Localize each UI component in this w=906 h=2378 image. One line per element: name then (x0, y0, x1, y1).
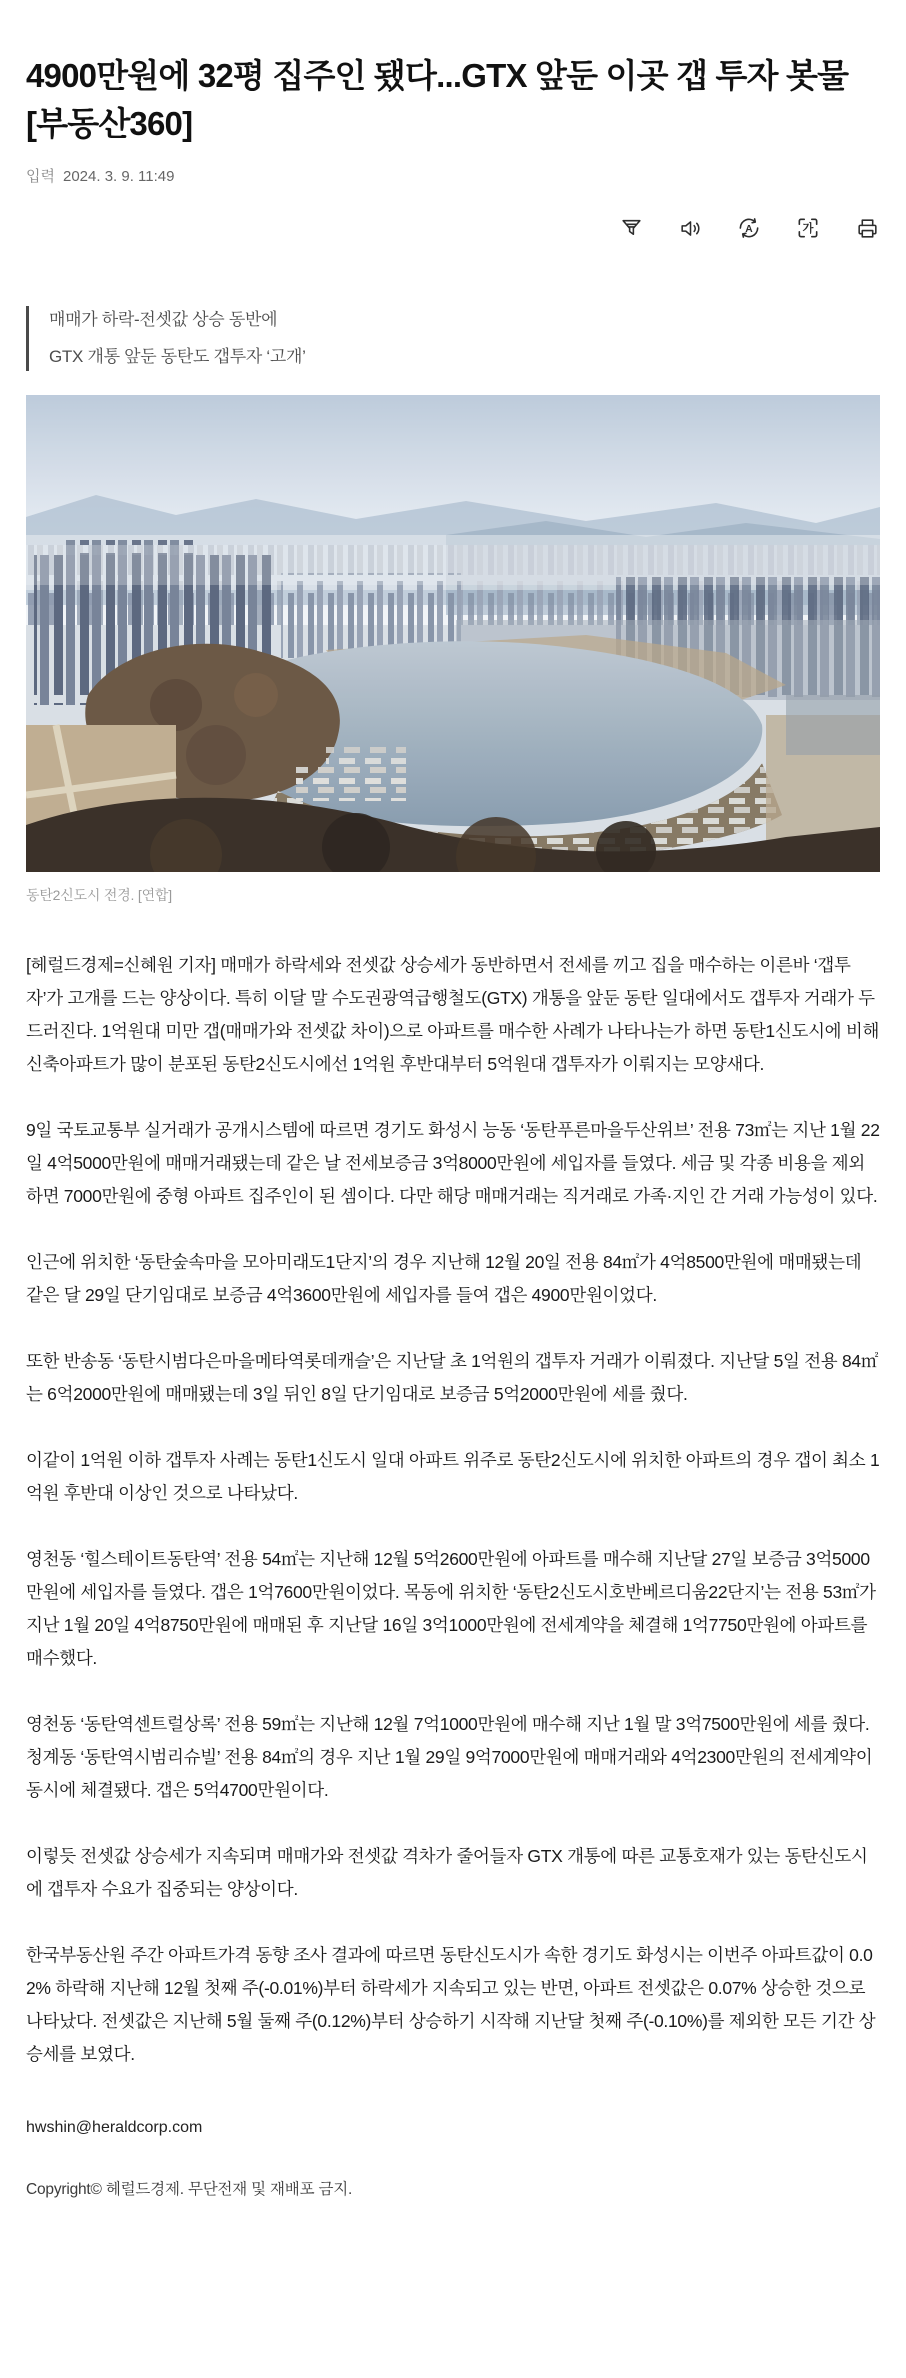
body-paragraph: [헤럴드경제=신혜원 기자] 매매가 하락세와 전셋값 상승세가 동반하면서 전세를 끼고 집을 매수하는 이른바 ‘갭투자’가 고개를 드는 양상이다. 특히 이달 말 수도권광역급행철도(GTX) 개통을 앞둔 동탄 일대에서도 갭투자 거래가 두드러진다. 1억원대 미만 갭(매매가와 전셋값 차이)으로 아파트를 매수한 사례가 나타나는가 하면 동탄1신도시에 비해 신축아파트가 많이 분포된 동탄2신도시에선 1억원 후반대부터 5억원대 갭투자가 이뤄지는 모양새다. (26, 955, 880, 1074)
aerial-photo-illustration (26, 395, 880, 872)
body-paragraph: 영천동 ‘동탄역센트럴상록’ 전용 59㎡는 지난해 12월 7억1000만원에 매수해 지난 1월 말 3억7500만원에 세를 줬다. 청계동 ‘동탄역시범리슈빌’ 전용 84㎡의 경우 지난 1월 29일 9억7000만원에 매매거래와 4억2300만원의 전세계약이 동시에 체결됐다. 갭은 5억4700만원이다. (26, 1714, 873, 1800)
article-toolbar (26, 214, 880, 242)
article-body (26, 949, 880, 2071)
article-title: 4900만원에 32평 집주인 됐다...GTX 앞둔 이곳 갭 투자 봇물 [부동산360] (26, 57, 849, 142)
article-photo (26, 395, 880, 872)
body-paragraph: 또한 반송동 ‘동탄시범다은마을메타역롯데캐슬’은 지난달 초 1억원의 갭투자 거래가 이뤄졌다. 지난달 5일 전용 84㎡는 6억2000만원에 매매됐는데 3일 뒤인 8일 단기임대로 보증금 5억2000만원에 세를 줬다. (26, 1351, 879, 1404)
font-size-icon[interactable] (795, 215, 821, 241)
article-figure (26, 395, 880, 905)
body-paragraph: 이렇듯 전셋값 상승세가 지속되며 매매가와 전셋값 격차가 줄어들자 GTX 개통에 따른 교통호재가 있는 동탄신도시에 갭투자 수요가 집중되는 양상이다. (26, 1846, 868, 1899)
date-label: 입력 (26, 168, 55, 185)
svg-text:가: 가 (802, 223, 814, 236)
article-meta (26, 166, 880, 188)
summary-filter-icon[interactable] (618, 215, 644, 241)
subhead-line-1: 매매가 하락-전셋값 상승 동반에 (49, 310, 278, 329)
reporter-email[interactable]: hwshin@heraldcorp.com (26, 2119, 203, 2136)
body-paragraph: 9일 국토교통부 실거래가 공개시스템에 따르면 경기도 화성시 능동 ‘동탄푸른마을두산위브’ 전용 73㎡는 지난 1월 22일 4억5000만원에 매매거래됐는데 같은 날 전세보증금 3억8000만원에 세입자를 들였다. 세금 및 각종 비용을 제외하면 7000만원에 중형 아파트 집주인이 된 셈이다. 다만 해당 매매거래는 직거래로 가족·지인 간 거래 가능성이 있다. (26, 1120, 880, 1206)
news-article (26, 0, 880, 2241)
subhead-line-2: GTX 개통 앞둔 동탄도 갭투자 ‘고개’ (49, 347, 306, 366)
subhead-quote (26, 306, 880, 371)
publish-date: 2024. 3. 9. 11:49 (62, 168, 175, 185)
listen-speaker-icon[interactable] (677, 215, 703, 241)
body-paragraph: 한국부동산원 주간 아파트가격 동향 조사 결과에 따르면 동탄신도시가 속한 경기도 화성시는 이번주 아파트값이 0.02% 하락해 지난해 12월 첫째 주(-0.01%)부터 하락세가 지속되고 있는 반면, 아파트 전셋값은 0.07% 상승한 것으로 나타났다. 전셋값은 지난해 5월 둘째 주(0.12%)부터 상승하기 시작해 지난달 첫째 주(-0.10%)를 제외한 모든 기간 상승세를 보였다. (26, 1945, 876, 2064)
body-paragraph: 이같이 1억원 이하 갭투자 사례는 동탄1신도시 일대 아파트 위주로 동탄2신도시에 위치한 아파트의 경우 갭이 최소 1억원 후반대 이상인 것으로 나타났다. (26, 1450, 880, 1503)
body-paragraph: 인근에 위치한 ‘동탄숲속마을 모아미래도1단지’의 경우 지난해 12월 20일 전용 84㎡가 4억8500만원에 매매됐는데 같은 달 29일 단기임대로 보증금 4억3600만원에 세입자를 들여 갭은 4900만원이었다. (26, 1252, 862, 1305)
print-icon[interactable] (854, 215, 880, 241)
copyright-notice: Copyright© 헤럴드경제. 무단전재 및 재배포 금지. (26, 2181, 353, 2198)
translate-icon[interactable] (736, 215, 762, 241)
photo-caption: 동탄2신도시 전경. [연합] (26, 887, 172, 903)
body-paragraph: 영천동 ‘힐스테이트동탄역’ 전용 54㎡는 지난해 12월 5억2600만원에 아파트를 매수해 지난달 27일 보증금 3억5000만원에 세입자를 들였다. 갭은 1억7600만원이었다. 목동에 위치한 ‘동탄2신도시호반베르디움22단지’는 전용 53㎡가 지난 1월 20일 4억8750만원에 매매된 후 지난달 16일 3억1000만원에 전세계약을 체결해 1억7750만원에 아파트를 매수했다. (26, 1549, 876, 1668)
svg-text:A: A (745, 223, 753, 235)
